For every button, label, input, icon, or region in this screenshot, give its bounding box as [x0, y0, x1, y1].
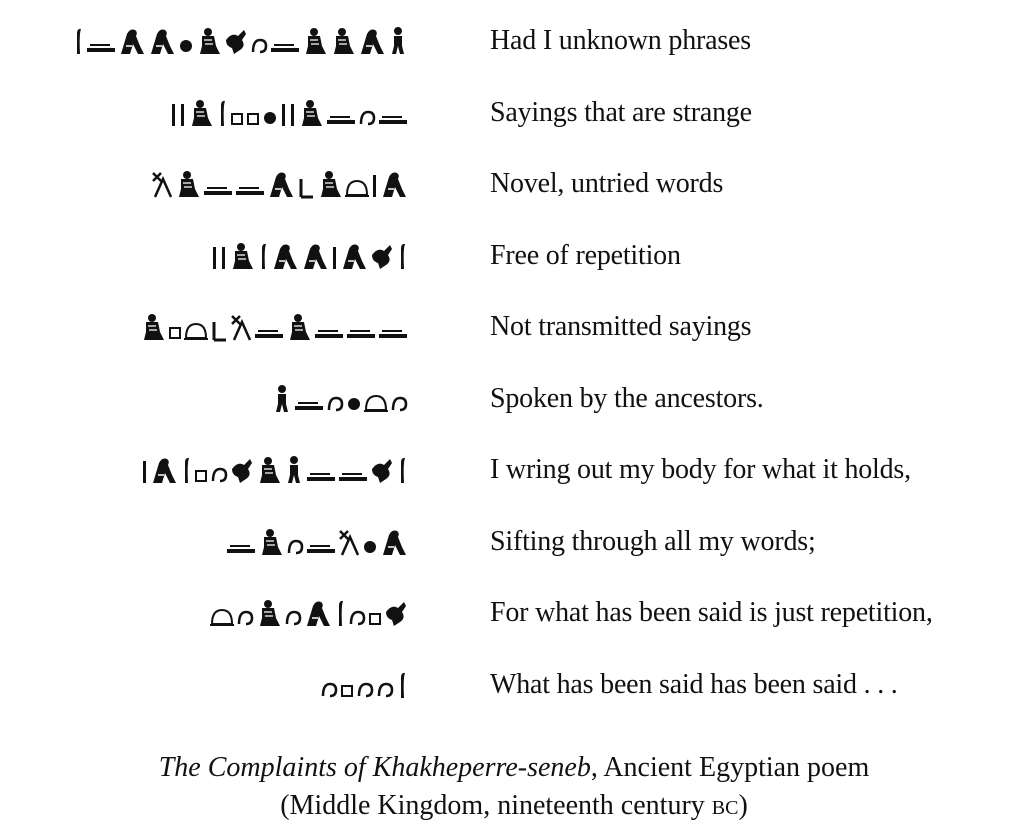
- sign-man-seated-icon: [258, 527, 284, 557]
- poem-line: Spoken by the ancestors.: [490, 382, 764, 414]
- poem-title: The Complaints of Khakheperre-seneb: [158, 752, 591, 783]
- sign-loop-icon: [250, 26, 268, 56]
- sign-man-seated-icon: [317, 169, 343, 199]
- sign-reed-icon: [180, 455, 192, 485]
- poem-line: Not transmitted sayings: [490, 311, 752, 342]
- sign-leg-icon: [151, 169, 173, 199]
- hieroglyph-group: [140, 306, 408, 342]
- sign-loop-icon: [284, 598, 302, 628]
- sign-square-icon: [340, 670, 354, 700]
- sign-reed-icon: [216, 98, 228, 128]
- sign-vulture-icon: [150, 455, 178, 485]
- sign-bar-icon: [235, 169, 265, 199]
- era-marker: bc: [711, 790, 739, 821]
- sign-leg-icon: [338, 527, 360, 557]
- sign-bar-icon: [86, 26, 116, 56]
- sign-stroke-icon: [331, 241, 338, 271]
- sign-man-seated-icon: [256, 598, 282, 628]
- sign-man-seated-icon: [330, 26, 356, 56]
- sign-loop-icon: [320, 670, 338, 700]
- sign-man-seated-icon: [286, 312, 312, 342]
- sign-vulture-icon: [340, 241, 368, 271]
- sign-bird-icon: [384, 598, 408, 628]
- sign-man-seated-icon: [229, 241, 255, 271]
- hieroglyph-group: [151, 163, 408, 199]
- poem-row: [0, 658, 1028, 706]
- sign-bar-icon: [378, 312, 408, 342]
- sign-bar-icon: [294, 384, 324, 414]
- sign-bird-icon: [230, 455, 254, 485]
- sign-vulture-icon: [267, 169, 295, 199]
- poem-row: [0, 586, 1028, 634]
- sign-bar-icon: [314, 312, 344, 342]
- sign-stroke-icon: [289, 98, 296, 128]
- poem-row: [0, 372, 1028, 420]
- sign-bird-icon: [370, 241, 394, 271]
- sign-man-seated-icon: [140, 312, 166, 342]
- sign-loop-icon: [348, 598, 366, 628]
- sign-bar-icon: [338, 455, 368, 485]
- sign-bar-icon: [306, 527, 336, 557]
- poem-line: Had I unknown phrases: [490, 25, 751, 56]
- sign-square-icon: [168, 312, 182, 342]
- sign-crook-icon: [297, 169, 315, 199]
- sign-dome-icon: [345, 169, 369, 199]
- sign-stroke-icon: [141, 455, 148, 485]
- sign-loop-icon: [286, 527, 304, 557]
- sign-stroke-icon: [170, 98, 177, 128]
- hieroglyph-group: [211, 235, 408, 271]
- sign-man-seated-icon: [298, 98, 324, 128]
- poem-line: Sifting through all my words;: [490, 525, 816, 557]
- hieroglyph-group: [72, 20, 408, 56]
- poem-line: What has been said has been said . . .: [490, 668, 898, 700]
- sign-loop-icon: [210, 455, 228, 485]
- sign-vulture-icon: [118, 26, 146, 56]
- sign-vulture-icon: [380, 169, 408, 199]
- sign-disc-icon: [346, 384, 362, 414]
- sign-disc-icon: [178, 26, 194, 56]
- hieroglyph-group: [141, 449, 408, 485]
- sign-square-icon: [246, 98, 260, 128]
- poem-line: I wring out my body for what it holds,: [490, 454, 911, 485]
- sign-bar-icon: [326, 98, 356, 128]
- sign-leg-icon: [230, 312, 252, 342]
- sign-vulture-icon: [301, 241, 329, 271]
- sign-man-seated-icon: [188, 98, 214, 128]
- poem-line: Novel, untried words: [490, 168, 724, 199]
- sign-reed-icon: [257, 241, 269, 271]
- poem-row: [0, 300, 1028, 348]
- sign-loop-icon: [376, 670, 394, 700]
- poem-row: [0, 157, 1028, 205]
- closing-paren: ): [738, 790, 748, 821]
- sign-bar-icon: [203, 169, 233, 199]
- sign-bird-icon: [224, 26, 248, 56]
- sign-loop-icon: [236, 598, 254, 628]
- sign-square-icon: [194, 455, 208, 485]
- sign-reed-icon: [334, 598, 346, 628]
- sign-disc-icon: [362, 527, 378, 557]
- poem-row: [0, 515, 1028, 563]
- poem-line: Sayings that are strange: [490, 96, 752, 128]
- sign-bar-icon: [306, 455, 336, 485]
- poem-row: [0, 86, 1028, 134]
- sign-dome-icon: [210, 598, 234, 628]
- sign-man-seated-icon: [196, 26, 222, 56]
- sign-bar-icon: [346, 312, 376, 342]
- sign-standing-icon: [284, 455, 304, 485]
- sign-reed-icon: [72, 26, 84, 56]
- sign-man-seated-icon: [302, 26, 328, 56]
- sign-stroke-icon: [280, 98, 287, 128]
- sign-loop-icon: [326, 384, 344, 414]
- sign-bar-icon: [378, 98, 408, 128]
- sign-man-seated-icon: [175, 169, 201, 199]
- sign-stroke-icon: [371, 169, 378, 199]
- sign-bar-icon: [254, 312, 284, 342]
- hieroglyph-group: [272, 378, 408, 414]
- sign-stroke-icon: [211, 241, 218, 271]
- sign-stroke-icon: [179, 98, 186, 128]
- sign-man-seated-icon: [256, 455, 282, 485]
- sign-vulture-icon: [380, 527, 408, 557]
- sign-stroke-icon: [220, 241, 227, 271]
- sign-vulture-icon: [271, 241, 299, 271]
- poem-description: , Ancient Egyptian poem: [590, 752, 870, 783]
- sign-reed-icon: [396, 241, 408, 271]
- sign-reed-icon: [396, 670, 408, 700]
- sign-dome-icon: [184, 312, 208, 342]
- sign-loop-icon: [390, 384, 408, 414]
- sign-square-icon: [230, 98, 244, 128]
- sign-bar-icon: [226, 527, 256, 557]
- sign-vulture-icon: [358, 26, 386, 56]
- sign-square-icon: [368, 598, 382, 628]
- sign-vulture-icon: [148, 26, 176, 56]
- sign-loop-icon: [356, 670, 374, 700]
- poem-line: Free of repetition: [490, 239, 681, 271]
- sign-bar-icon: [270, 26, 300, 56]
- hieroglyph-group: [320, 664, 408, 700]
- sign-disc-icon: [262, 98, 278, 128]
- poem-line: For what has been said is just repetition,: [490, 597, 933, 628]
- sign-bird-icon: [370, 455, 394, 485]
- poem-period: (Middle Kingdom, nineteenth century: [280, 790, 712, 821]
- hieroglyph-group: [210, 592, 408, 628]
- sign-reed-icon: [396, 455, 408, 485]
- caption-line-1: [0, 750, 1028, 786]
- sign-loop-icon: [358, 98, 376, 128]
- hieroglyph-group: [226, 521, 408, 557]
- poem-row: [0, 443, 1028, 491]
- sign-vulture-icon: [304, 598, 332, 628]
- caption-line-2: [0, 788, 1028, 824]
- sign-crook-icon: [210, 312, 228, 342]
- poem-row: [0, 229, 1028, 277]
- sign-dome-icon: [364, 384, 388, 414]
- sign-standing-icon: [272, 384, 292, 414]
- sign-standing-icon: [388, 26, 408, 56]
- poem-row: [0, 14, 1028, 62]
- hieroglyph-group: [170, 92, 408, 128]
